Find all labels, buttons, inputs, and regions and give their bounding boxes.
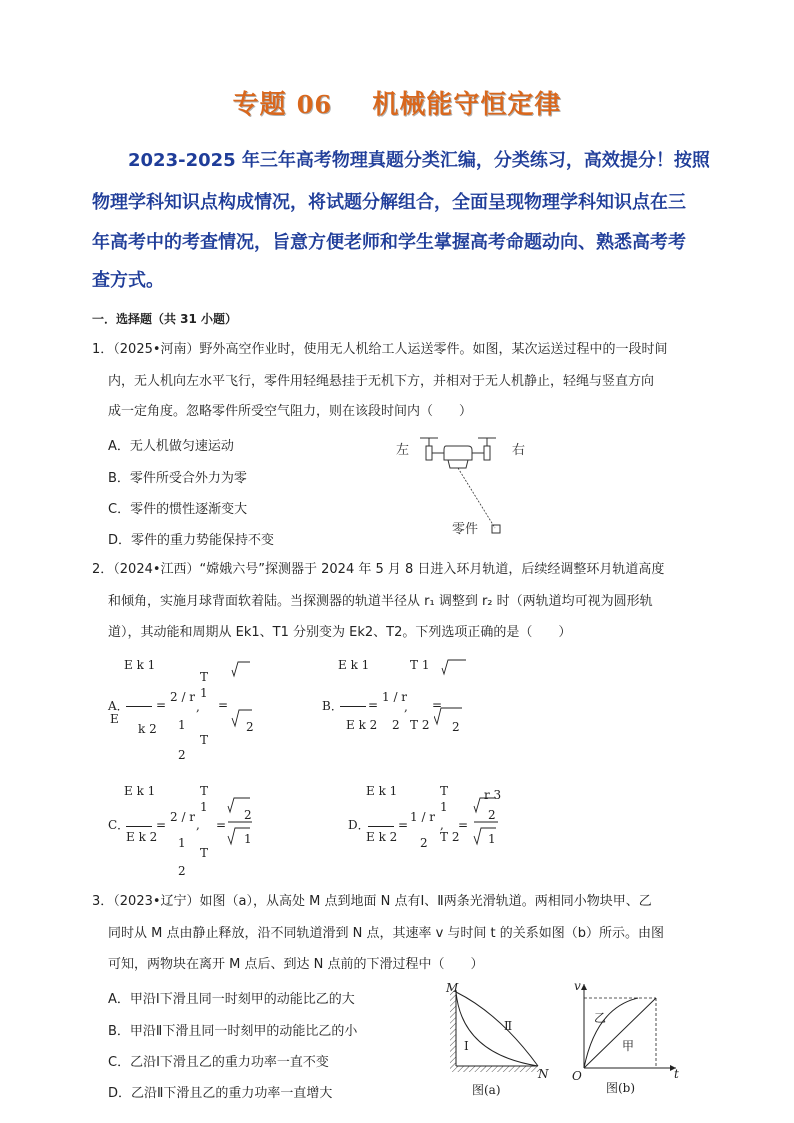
- rope: [458, 468, 495, 528]
- q2-line-1: 2．（2024•江西）“嫦娥六号”探测器于 2024 年 5 月 8 日进入环月轨道，后续经调整环月轨道高度: [92, 562, 665, 577]
- q1-option-b[interactable]: B．零件所受合外力为零: [108, 471, 247, 486]
- label-yi: 乙: [594, 1011, 607, 1025]
- label-N: N: [538, 1067, 549, 1081]
- q3-line-2: 同时从 M 点由静止释放，沿不同轨道滑到 N 点，其速率 v 与时间 t 的关系如图（b）所示。由图: [108, 926, 665, 941]
- title-number: 06: [296, 90, 333, 119]
- label-II: Ⅱ: [504, 1019, 513, 1033]
- label-right: 右: [512, 443, 526, 458]
- title-prefix: 专题: [232, 90, 287, 120]
- part-box: [492, 525, 500, 533]
- curve-jia: [584, 998, 656, 1068]
- label-jia: 甲: [622, 1039, 635, 1053]
- label-O: O: [572, 1069, 582, 1083]
- q1-option-c[interactable]: C．零件的惯性逐渐变大: [108, 502, 248, 517]
- figure-a: [442, 980, 554, 1102]
- title-name: 机械能守恒定律: [372, 90, 562, 120]
- caption-b: 图(b): [606, 1081, 636, 1095]
- label-I: Ⅰ: [464, 1039, 469, 1053]
- drone-figure: [390, 432, 540, 540]
- q1-option-a[interactable]: A．无人机做匀速运动: [108, 439, 234, 454]
- q3-line-3: 可知，两物块在离开 M 点后、到达 N 点前的下滑过程中（ ）: [108, 957, 484, 972]
- intro-line-2: 物理学科知识点构成情况，将试题分解组合，全面呈现物理学科知识点在三: [92, 192, 686, 213]
- q3-option-c[interactable]: C．乙沿Ⅰ下滑且乙的重力功率一直不变: [108, 1055, 329, 1070]
- q2-line-2: 和倾角，实施月球背面软着陆。当探测器的轨道半径从 r₁ 调整到 r₂ 时（两轨道均可视为圆形轨: [108, 594, 653, 609]
- label-M: M: [446, 981, 459, 995]
- label-v: v: [574, 979, 581, 993]
- q1-line-2: 内，无人机向左水平飞行，零件用轻绳悬挂于无机下方，并相对于无人机静止，轻绳与竖直方向: [108, 374, 655, 389]
- q2-line-3: 道），其动能和周期从 Ek1、T1 分别变为 Ek2、T2。下列选项正确的是（ ）: [108, 625, 572, 640]
- caption-a: 图(a): [472, 1083, 501, 1097]
- page-title: [0, 84, 794, 121]
- q1-line-1: 1．（2025•河南）野外高空作业时，使用无人机给工人运送零件。如图，某次运送过程中的一段时间: [92, 342, 668, 357]
- section-heading: 一．选择题（共 31 小题）: [92, 312, 238, 326]
- q1-option-d[interactable]: D．零件的重力势能保持不变: [108, 533, 275, 548]
- label-left: 左: [396, 443, 410, 458]
- curve-yi: [584, 998, 638, 1068]
- q3-line-1: 3．（2023•辽宁）如图（a），从高处 M 点到地面 N 点有Ⅰ、Ⅱ两条光滑轨道。两相同小物块甲、乙: [92, 894, 652, 909]
- intro-line-3: 年高考中的考查情况，旨意方便老师和学生掌握高考命题动向、熟悉高考考: [92, 232, 686, 253]
- track-I: [456, 992, 538, 1066]
- q3-option-d[interactable]: D．乙沿Ⅱ下滑且乙的重力功率一直增大: [108, 1086, 333, 1101]
- label-t: t: [674, 1067, 679, 1081]
- label-part: 零件: [452, 522, 479, 537]
- q3-option-a[interactable]: A．甲沿Ⅰ下滑且同一时刻甲的动能比乙的大: [108, 992, 355, 1007]
- figure-b: [570, 978, 682, 1102]
- intro-line-4: 查方式。: [92, 270, 164, 291]
- drone-icon: [420, 438, 496, 468]
- intro-line-1: 2023-2025 年三年高考物理真题分类汇编，分类练习，高效提分！按照: [128, 150, 710, 171]
- q1-line-3: 成一定角度。忽略零件所受空气阻力，则在该段时间内（ ）: [108, 404, 473, 419]
- q3-option-b[interactable]: B．甲沿Ⅱ下滑且同一时刻甲的动能比乙的小: [108, 1024, 358, 1039]
